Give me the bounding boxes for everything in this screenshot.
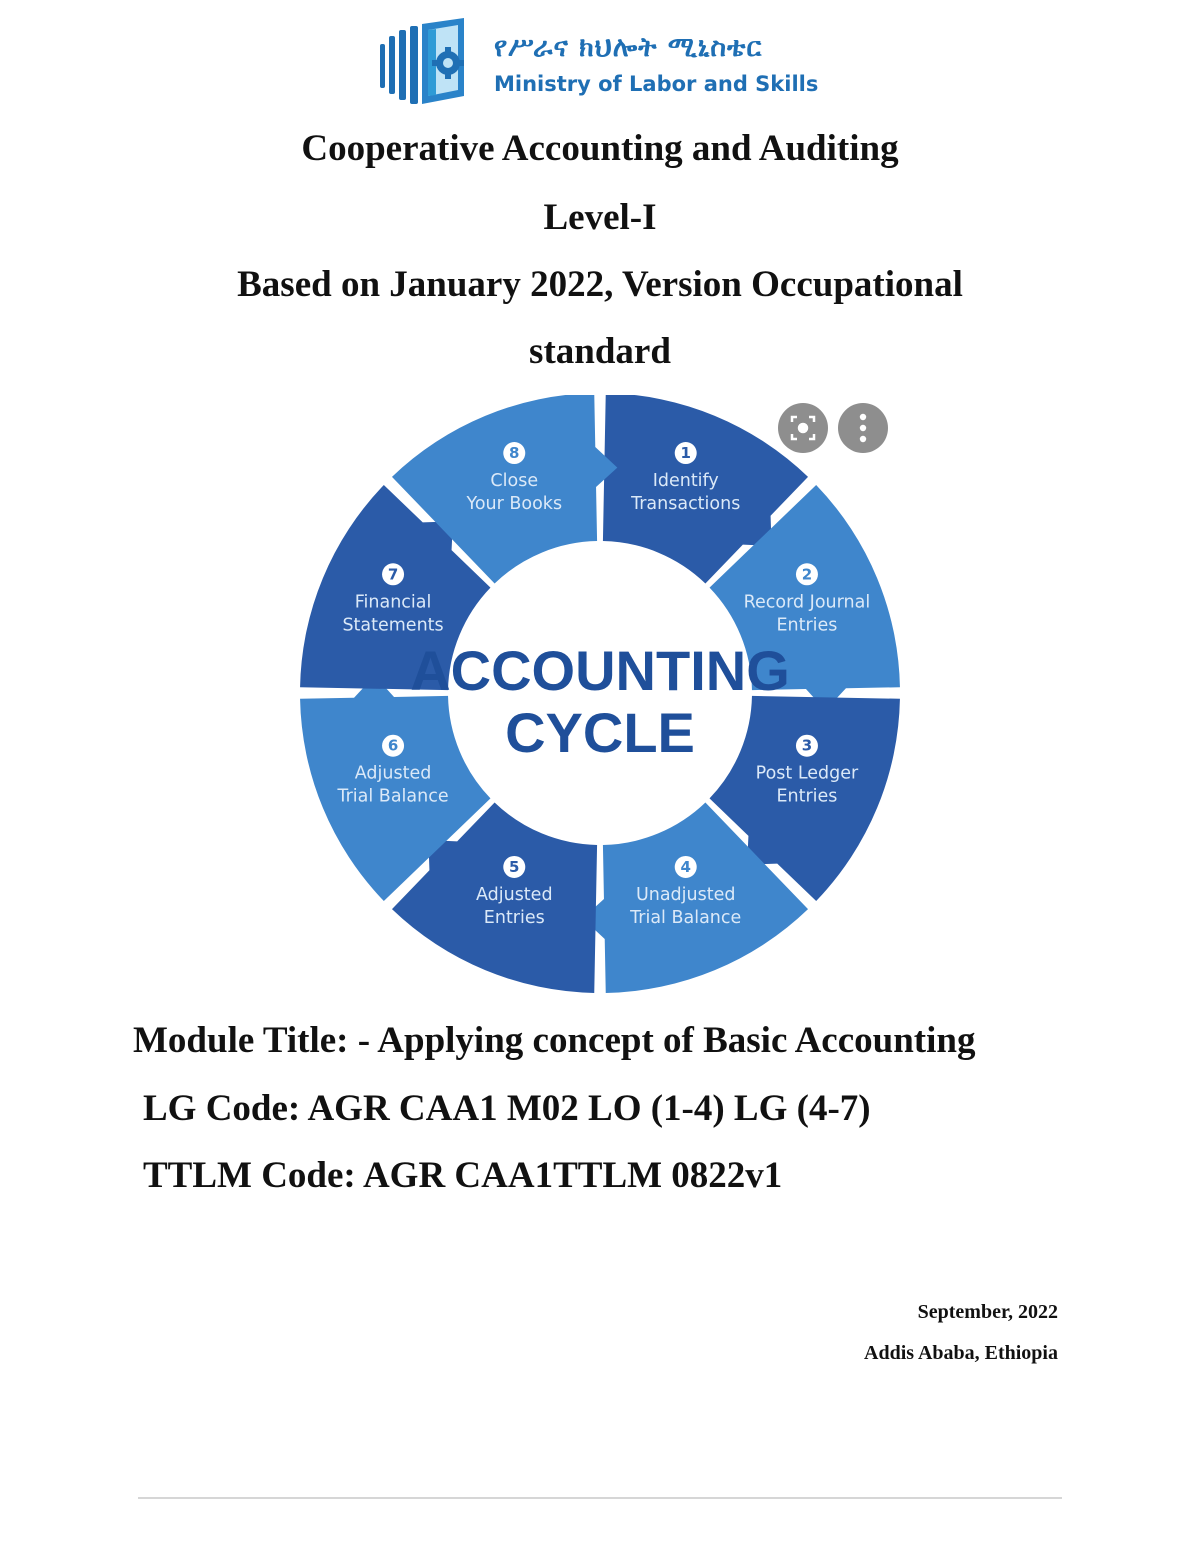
center-title-line2: CYCLE	[505, 701, 695, 764]
step-label-line1: Close	[490, 471, 539, 492]
step-label-line1: Adjusted	[475, 884, 553, 905]
publication-date: September, 2022	[917, 1301, 1058, 1323]
step-label-line1: Financial	[354, 592, 432, 613]
level-title: Level-I	[543, 197, 657, 238]
step-label-line1: Post Ledger	[755, 763, 859, 784]
step-label-line1: Unadjusted	[635, 884, 736, 905]
step-label-line2: Trial Balance	[337, 786, 449, 807]
standard-title-line2: standard	[529, 331, 671, 372]
step-label-line2: Statements	[342, 615, 444, 636]
step-label-line1: Adjusted	[354, 763, 432, 784]
step-number: 3	[801, 736, 813, 755]
more-options-button[interactable]	[838, 403, 888, 453]
step-number: 6	[387, 736, 399, 755]
step-label-line1: Record Journal	[743, 592, 871, 613]
step-number: 1	[680, 444, 691, 463]
ttlm-code: TTLM Code: AGR CAA1TTLM 0822v1	[143, 1155, 783, 1196]
step-number: 5	[509, 857, 520, 876]
publication-place: Addis Ababa, Ethiopia	[864, 1342, 1058, 1364]
step-number: 2	[801, 565, 813, 584]
step-number: 8	[509, 444, 520, 463]
step-label-line1: Identify	[652, 471, 719, 492]
step-label-line2: Entries	[776, 786, 838, 807]
step-label-line2: Transactions	[631, 494, 741, 515]
ministry-emblem-icon	[378, 16, 490, 108]
step-number: 7	[387, 565, 399, 584]
ministry-logo	[378, 16, 828, 108]
module-title: Module Title: - Applying concept of Basic Accounting	[133, 1020, 976, 1061]
step-label-line2: Your Books	[466, 494, 563, 515]
lens-button[interactable]	[778, 403, 828, 453]
standard-title-line1: Based on January 2022, Version Occupational	[237, 264, 963, 305]
step-number: 4	[680, 857, 691, 876]
step-label-line2: Trial Balance	[630, 907, 742, 928]
page-divider	[138, 1497, 1062, 1499]
step-label-line2: Entries	[483, 907, 545, 928]
more-vert-icon	[860, 414, 866, 442]
center-title-line1: ACCOUNTING	[410, 639, 790, 702]
lg-code: LG Code: AGR CAA1 M02 LO (1-4) LG (4-7)	[143, 1088, 871, 1129]
accounting-cycle-diagram	[296, 395, 906, 1000]
logo-english-text: Ministry of Labor and Skills	[494, 72, 819, 96]
step-label-line2: Entries	[776, 615, 838, 636]
document-title: Cooperative Accounting and Auditing	[301, 128, 899, 169]
logo-amharic-text: የሥራና ክህሎት ሚኒስቴር	[494, 32, 763, 63]
